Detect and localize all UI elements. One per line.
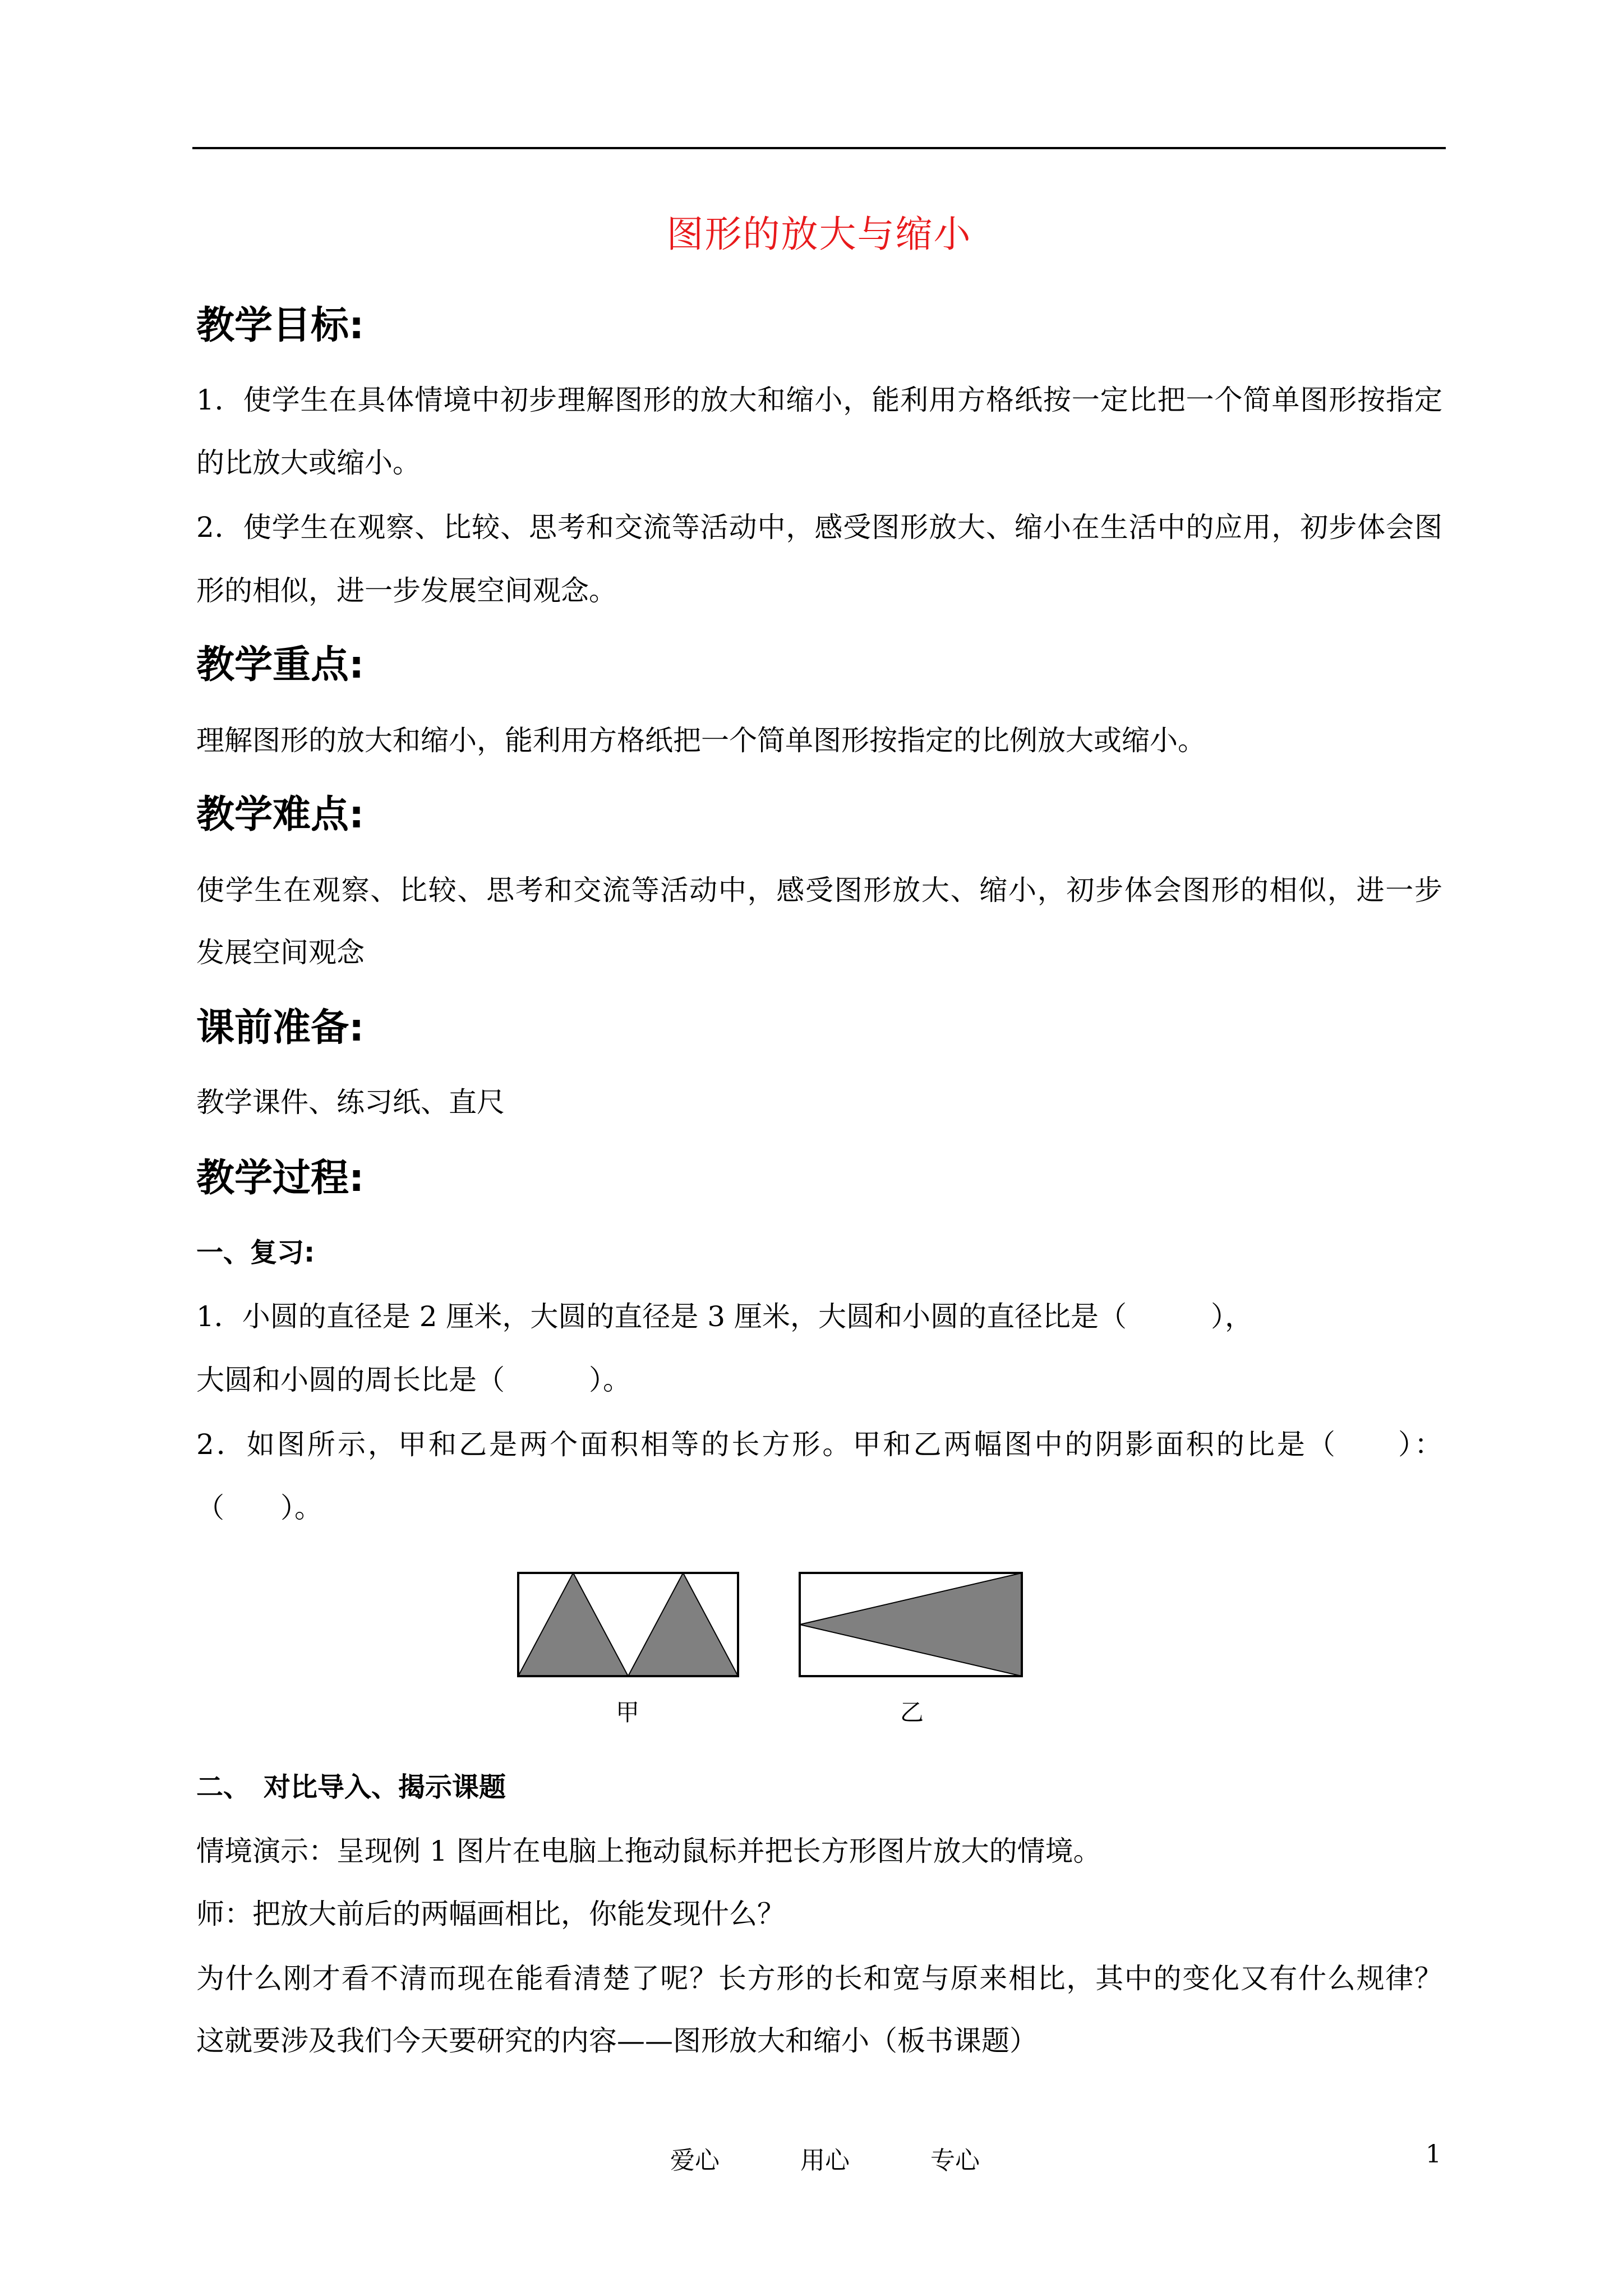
intro-heading: 二、 对比导入、揭示课题: [196, 1772, 506, 1803]
objectives-line-4: 形的相似，进一步发展空间观念。: [196, 574, 617, 607]
page-number: 1: [1426, 2140, 1441, 2169]
document-title: 图形的放大与缩小: [666, 213, 972, 256]
intro-line-3: 为什么刚才看不清而现在能看清楚了呢？长方形的长和宽与原来相比，其中的变化又有什么规律？: [196, 1962, 1442, 1995]
intro-line-2: 师：把放大前后的两幅画相比，你能发现什么？: [196, 1898, 785, 1930]
objectives-line-2: 的比放大或缩小。: [196, 447, 421, 479]
intro-line-1: 情境演示：呈现例 1 图片在电脑上拖动鼠标并把长方形图片放大的情境。: [196, 1835, 1101, 1867]
rectangles-diagram: [516, 1571, 1043, 1683]
preparation-heading: 课前准备:: [196, 1006, 365, 1050]
rectangle-a: [518, 1573, 738, 1676]
review-line-3: 2．如图所示，甲和乙是两个面积相等的长方形。甲和乙两幅图中的阴影面积的比是（ ）：: [196, 1428, 1442, 1461]
footer-item-3: 专心: [930, 2146, 980, 2175]
objectives-line-1: 1．使学生在具体情境中初步理解图形的放大和缩小，能利用方格纸按一定比把一个简单图形按指定: [196, 384, 1442, 416]
footer-item-2: 用心: [800, 2146, 850, 2175]
triangle-a-right: [628, 1573, 738, 1676]
footer-item-1: 爱心: [670, 2146, 720, 2175]
review-heading: 一、复习:: [196, 1237, 315, 1268]
area-comparison-figure: [516, 1571, 1043, 1739]
process-heading: 教学过程:: [196, 1156, 365, 1200]
rectangle-b: [800, 1573, 1022, 1676]
objectives-heading: 教学目标:: [196, 303, 365, 348]
triangle-a-left: [518, 1573, 628, 1676]
key-points-line-1: 理解图形的放大和缩小，能利用方格纸把一个简单图形按指定的比例放大或缩小。: [196, 724, 1206, 757]
difficulties-heading: 教学难点:: [196, 793, 365, 837]
figure-label-a: 甲: [616, 1699, 640, 1726]
objectives-line-3: 2．使学生在观察、比较、思考和交流等活动中，感受图形放大、缩小在生活中的应用，初步体会图: [196, 511, 1442, 544]
difficulties-line-2: 发展空间观念: [196, 936, 365, 969]
figure-label-b: 乙: [900, 1699, 924, 1726]
review-line-1: 1．小圆的直径是 2 厘米，大圆的直径是 3 厘米，大圆和小圆的直径比是（ ），: [196, 1300, 1253, 1333]
header-rule: [192, 147, 1446, 149]
difficulties-line-1: 使学生在观察、比较、思考和交流等活动中，感受图形放大、缩小，初步体会图形的相似，进一步: [196, 874, 1442, 907]
page-footer: [670, 2140, 1053, 2176]
review-line-4: （ ）。: [196, 1492, 322, 1524]
intro-line-4: 这就要涉及我们今天要研究的内容——图形放大和缩小（板书课题）: [196, 2024, 1038, 2057]
key-points-heading: 教学重点:: [196, 643, 365, 687]
preparation-line-1: 教学课件、练习纸、直尺: [196, 1086, 505, 1119]
review-line-2: 大圆和小圆的周长比是（ ）。: [196, 1364, 631, 1396]
triangle-b: [800, 1573, 1022, 1676]
